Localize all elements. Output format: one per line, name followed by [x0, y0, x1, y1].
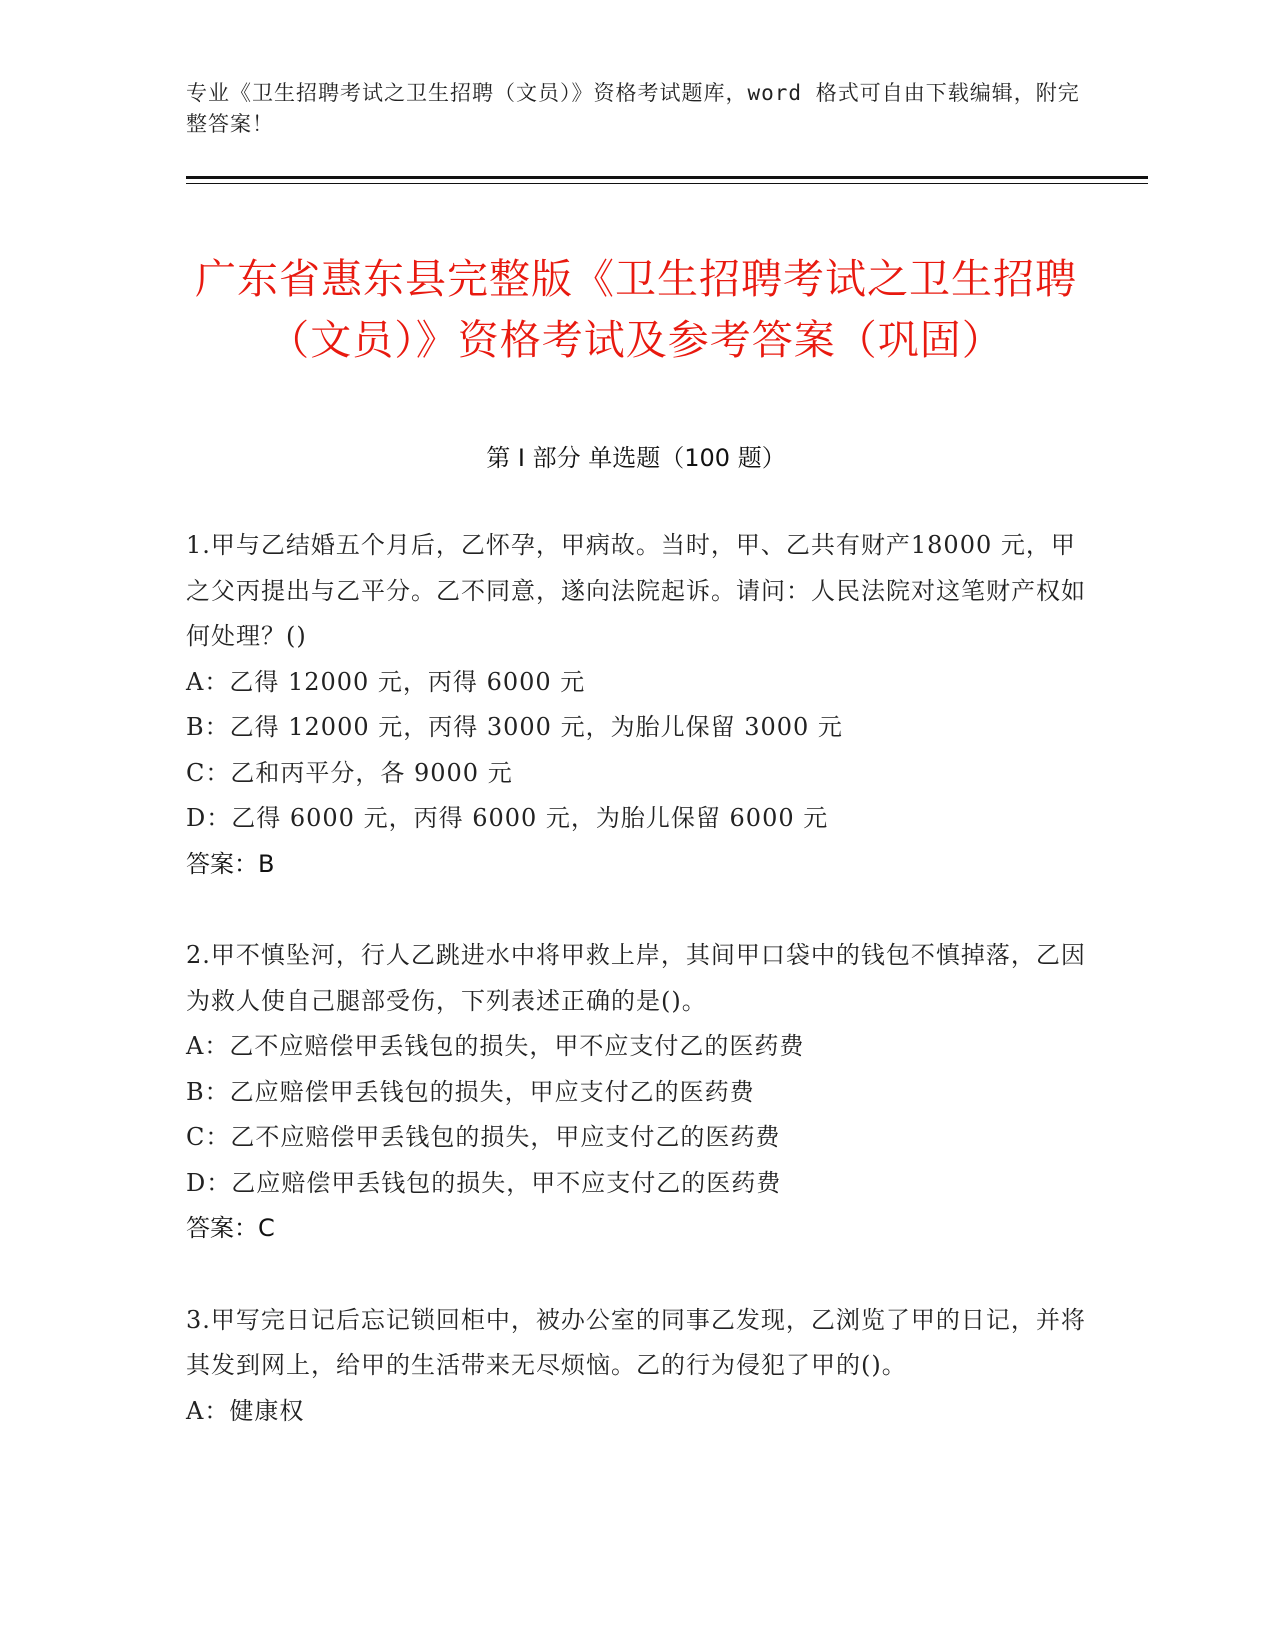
header-divider-thick [186, 176, 1148, 179]
section-heading: 第 I 部分 单选题（100 题） [486, 444, 786, 472]
answer-line [186, 1206, 1086, 1252]
question-stem: 2.甲不慎坠河，行人乙跳进水中将甲救上岸，其间甲口袋中的钱包不慎掉落，乙因为救人使自己腿部受伤，下列表述正确的是()。 [186, 941, 1086, 1015]
answer-value: B [258, 849, 275, 878]
option-d: D：乙得 6000 元，丙得 6000 元，为胎儿保留 6000 元 [186, 804, 829, 832]
option-b: B：乙得 12000 元，丙得 3000 元，为胎儿保留 3000 元 [186, 713, 843, 741]
question-list [186, 523, 1086, 1480]
header-divider-thin [186, 183, 1148, 184]
question-stem: 3.甲写完日记后忘记锁回柜中，被办公室的同事乙发现，乙浏览了甲的日记，并将其发到网上，给甲的生活带来无尽烦恼。乙的行为侵犯了甲的()。 [186, 1305, 1086, 1379]
document-title: 广东省惠东县完整版《卫生招聘考试之卫生招聘（文员）》资格考试及参考答案（巩固） [195, 255, 1077, 365]
answer-prefix: 答案： [186, 849, 258, 878]
answer-prefix: 答案： [186, 1214, 258, 1242]
option-a: A：健康权 [186, 1396, 305, 1425]
option-c: C：乙和丙平分，各 9000 元 [186, 758, 513, 787]
question-2 [186, 933, 1086, 1252]
question-3 [186, 1298, 1086, 1435]
answer-value: C [258, 1214, 275, 1242]
answer-line [186, 842, 1086, 888]
option-a: A：乙得 12000 元，丙得 6000 元 [186, 667, 586, 696]
question-1 [186, 523, 1086, 887]
question-stem: 1.甲与乙结婚五个月后，乙怀孕，甲病故。当时，甲、乙共有财产18000 元，甲之父丙提出与乙平分。乙不同意，遂向法院起诉。请问：人民法院对这笔财产权如何处理？() [186, 531, 1086, 650]
option-a: A：乙不应赔偿甲丢钱包的损失，甲不应支付乙的医药费 [186, 1032, 805, 1060]
option-d: D：乙应赔偿甲丢钱包的损失，甲不应支付乙的医药费 [186, 1168, 782, 1197]
option-c: C：乙不应赔偿甲丢钱包的损失，甲应支付乙的医药费 [186, 1123, 781, 1151]
header-note: 专业《卫生招聘考试之卫生招聘（文员）》资格考试题库，word 格式可自由下载编辑，附完整答案！ [186, 81, 1080, 136]
option-b: B：乙应赔偿甲丢钱包的损失，甲应支付乙的医药费 [186, 1077, 755, 1106]
